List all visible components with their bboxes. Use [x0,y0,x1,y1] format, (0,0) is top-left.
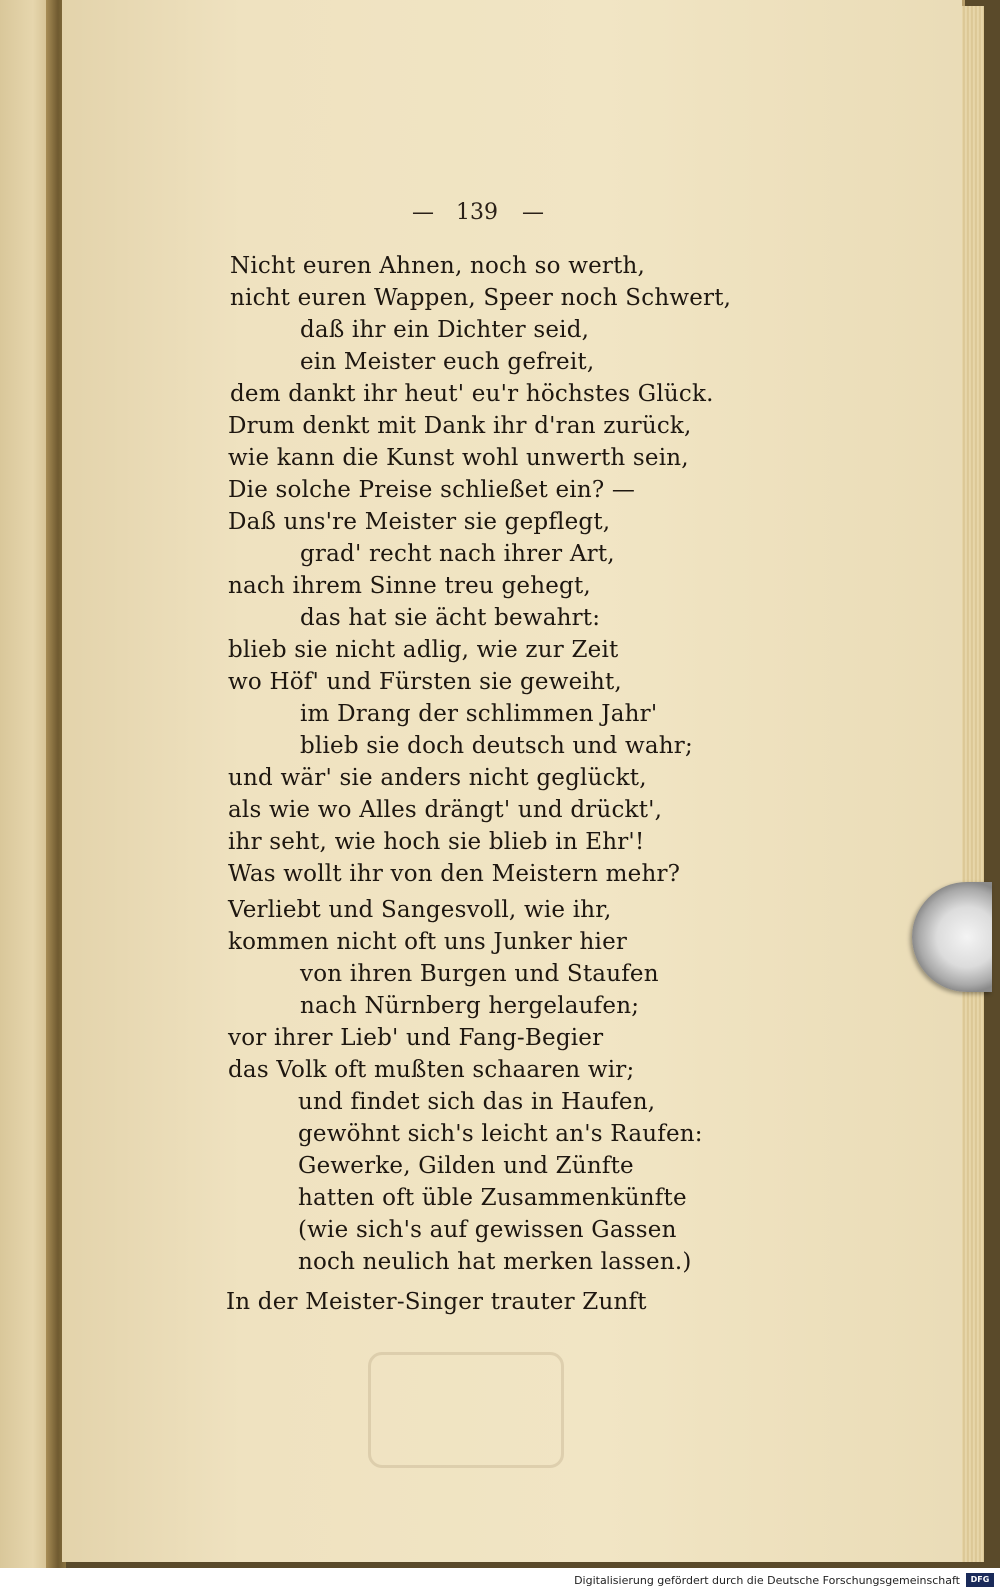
show-through-text [690,255,940,1085]
dfg-logo: DFG [966,1573,994,1587]
poem-line: Was wollt ihr von den Meistern mehr? [228,861,681,887]
poem-line: als wie wo Alles drängt' und drückt', [228,797,663,823]
poem-line: gewöhnt sich's leicht an's Raufen: [298,1121,703,1147]
library-stamp-faint [368,1352,564,1468]
poem-line: wie kann die Kunst wohl unwerth sein, [228,445,689,471]
page-stack-edge [962,6,984,1562]
poem-line: und wär' sie anders nicht geglückt, [228,765,647,791]
poem-line: wo Höf' und Fürsten sie geweiht, [228,669,622,695]
poem-line: nicht euren Wappen, Speer noch Schwert, [230,285,732,311]
page-number: 139 [456,200,498,225]
poem-line: ihr seht, wie hoch sie blieb in Ehr'! [228,829,645,855]
poem-line: Gewerke, Gilden und Zünfte [298,1153,634,1179]
poem-line: nach Nürnberg hergelaufen; [300,993,640,1019]
poem-line: ein Meister euch gefreit, [300,349,595,375]
header-dash-right: — [522,200,544,225]
footer-bar [0,1568,1000,1594]
poem-line: das Volk oft mußten schaaren wir; [228,1057,635,1083]
poem-line: dem dankt ihr heut' eu'r höchstes Glück. [230,381,714,407]
poem-line: Daß uns're Meister sie gepflegt, [228,509,611,535]
poem-line: hatten oft üble Zusammenkünfte [298,1185,687,1211]
poem-line: Verliebt und Sangesvoll, wie ihr, [228,897,612,923]
poem-line: kommen nicht oft uns Junker hier [228,929,628,955]
poem-line: blieb sie nicht adlig, wie zur Zeit [228,637,619,663]
funding-credit: Digitalisierung gefördert durch die Deutsche Forschungsgemeinschaft [574,1574,960,1587]
poem-line: daß ihr ein Dichter seid, [300,317,590,343]
poem-line: Drum denkt mit Dank ihr d'ran zurück, [228,413,692,439]
poem-line: (wie sich's auf gewissen Gassen [298,1217,677,1243]
header-dash-left: — [412,200,434,225]
poem-line: und findet sich das in Haufen, [298,1089,656,1115]
poem-line: im Drang der schlimmen Jahr' [300,701,658,727]
poem-line: blieb sie doch deutsch und wahr; [300,733,693,759]
poem-line: Nicht euren Ahnen, noch so werth, [230,253,646,279]
poem-line: das hat sie ächt bewahrt: [300,605,601,631]
poem-line: Die solche Preise schließet ein? — [228,477,636,503]
poem-line: vor ihrer Lieb' und Fang-Begier [228,1025,604,1051]
poem-line: nach ihrem Sinne treu gehegt, [228,573,591,599]
poem-line: von ihren Burgen und Staufen [300,961,659,987]
poem-line: In der Meister-Singer trauter Zunft [226,1289,647,1315]
poem-line: noch neulich hat merken lassen.) [298,1249,692,1275]
poem-line: grad' recht nach ihrer Art, [300,541,615,567]
